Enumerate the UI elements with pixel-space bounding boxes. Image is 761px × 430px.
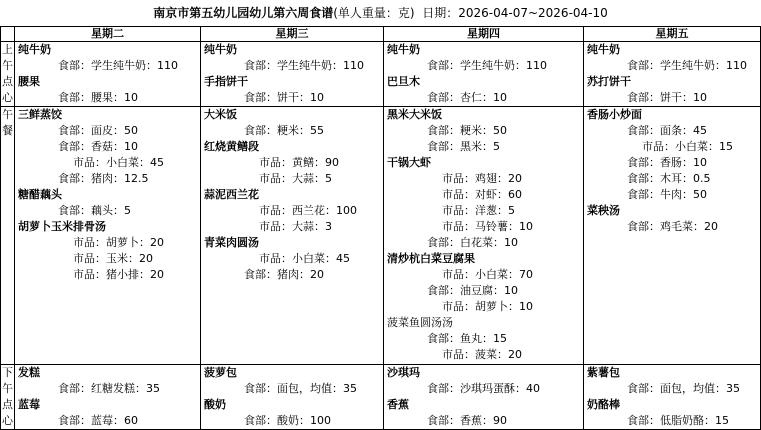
ingredient-line: 市品：大蒜：5 [259, 172, 332, 185]
dish-name: 苏打饼干 [587, 75, 631, 88]
ingredient-line: 食部：学生纯牛奶：110 [244, 59, 364, 72]
lunch-row [1, 107, 761, 365]
dish-name: 大米饭 [204, 108, 237, 121]
ingredient-line: 食部：杏仁：10 [427, 91, 507, 104]
dish-name: 奶酪棒 [587, 398, 620, 411]
ingredient-line: 市品：菠菜：20 [442, 348, 522, 361]
ingredient-line: 食部：面包，均值：35 [627, 382, 740, 395]
dish-name: 干锅大虾 [387, 156, 431, 169]
menu-cell [15, 42, 201, 107]
ingredient-line: 市品：猪小排：20 [73, 268, 164, 281]
dish-name: 胡萝卜玉米排骨汤 [18, 220, 106, 233]
menu-table [0, 26, 761, 430]
dish-name: 发糕 [18, 366, 40, 379]
ingredient-line: 食部：牛肉：50 [627, 188, 707, 201]
dish-name: 香蕉 [387, 398, 409, 411]
meal-label [1, 107, 15, 365]
dish-name: 纯牛奶 [387, 43, 420, 56]
dish-name: 蓝莓 [18, 398, 40, 411]
dish-name: 青菜肉圆汤 [204, 236, 259, 249]
menu-cell [15, 365, 201, 430]
meal-label-text: 上午点心 [2, 43, 13, 104]
title-date: 日期：2026-04-07~2026-04-10 [422, 6, 608, 20]
ingredient-line: 食部：香菇：10 [58, 140, 138, 153]
menu-cell [201, 107, 384, 365]
dish-name: 香肠小炒面 [587, 108, 642, 121]
ingredient-line: 食部：白花菜：10 [427, 236, 518, 249]
dish-name: 手指饼干 [204, 75, 248, 88]
ingredient-line: 食部：黑米：5 [427, 140, 500, 153]
ingredient-line: 食部：鱼丸：15 [427, 332, 507, 345]
dish-name: 黑米大米饭 [387, 108, 442, 121]
title-unit: (单人重量：克) [333, 6, 415, 20]
dish-name: 酸奶 [204, 398, 226, 411]
dish-name: 蒜泥西兰花 [204, 188, 259, 201]
dish-name: 纯牛奶 [587, 43, 620, 56]
ingredient-line: 食部：饼干：10 [244, 91, 324, 104]
ingredient-line: 市品：小白菜：15 [642, 140, 733, 153]
meal-label [1, 365, 15, 430]
dish-name: 纯牛奶 [204, 43, 237, 56]
menu-cell [384, 107, 584, 365]
ingredient-line: 市品：鸡翅：20 [442, 172, 522, 185]
menu-cell [584, 107, 761, 365]
ingredient-line: 食部：沙琪玛蛋酥：40 [427, 382, 540, 395]
ingredient-line: 食部：木耳：0.5 [627, 172, 711, 185]
ingredient-line: 市品：玉米：20 [73, 252, 153, 265]
menu-cell [584, 365, 761, 430]
ingredient-line: 市品：大蒜：3 [259, 220, 332, 233]
dish-name: 清炒杭白菜豆腐果 [387, 252, 475, 265]
ingredient-line: 市品：胡萝卜：20 [73, 236, 164, 249]
meal-label-text: 午餐 [2, 108, 13, 137]
dish-name: 菜秧汤 [587, 204, 620, 217]
day-header: 星期五 [584, 27, 761, 42]
ingredient-line: 食部：红糖发糕：35 [58, 382, 160, 395]
day-header: 星期四 [384, 27, 584, 42]
header-row [1, 27, 761, 42]
ingredient-line: 食部：低脂奶酪：15 [627, 414, 729, 427]
ingredient-line: 食部：猪肉：12.5 [58, 172, 149, 185]
menu-cell [584, 42, 761, 107]
ingredient-line: 市品：小白菜：45 [259, 252, 350, 265]
ingredient-line: 市品：对虾：60 [442, 188, 522, 201]
ingredient-line: 食部：粳米：50 [427, 124, 507, 137]
day-header: 星期二 [15, 27, 201, 42]
ingredient-line: 食部：饼干：10 [627, 91, 707, 104]
ingredient-line: 食部：面包，均值：35 [244, 382, 357, 395]
dish-name: 三鲜蒸饺 [18, 108, 62, 121]
menu-cell [384, 42, 584, 107]
ingredient-line: 食部：香肠：10 [627, 156, 707, 169]
menu-cell [384, 365, 584, 430]
ingredient-line: 食部：藕头：5 [58, 204, 131, 217]
dish-name: 巴旦木 [387, 75, 420, 88]
ingredient-line: 食部：蓝莓：60 [58, 414, 138, 427]
dish-name: 糖醋藕头 [18, 188, 62, 201]
dish-name: 纯牛奶 [18, 43, 51, 56]
ingredient-line: 食部：学生纯牛奶：110 [427, 59, 547, 72]
ingredient-line: 食部：粳米：55 [244, 124, 324, 137]
ingredient-line: 市品：胡萝卜：10 [442, 300, 533, 313]
meal-label [1, 42, 15, 107]
ingredient-line: 食部：油豆腐：10 [427, 284, 518, 297]
ingredient-line: 食部：学生纯牛奶：110 [58, 59, 178, 72]
ingredient-line: 食部：面条：45 [627, 124, 707, 137]
page-title [0, 0, 761, 26]
title-main: 南京市第五幼儿园幼儿第六周食谱 [153, 6, 334, 20]
ingredient-line: 市品：西兰花：100 [259, 204, 357, 217]
day-header: 星期三 [201, 27, 384, 42]
dish-name: 红烧黄鳝段 [204, 140, 259, 153]
ingredient-line: 食部：香蕉：90 [427, 414, 507, 427]
dish-name: 菠萝包 [204, 366, 237, 379]
ingredient-line: 食部：鸡毛菜：20 [627, 220, 718, 233]
ingredient-line: 市品：小白菜：70 [442, 268, 533, 281]
ingredient-line: 食部：猪肉：20 [244, 268, 324, 281]
dish-name: 菠菜鱼圆汤汤 [387, 316, 453, 329]
morning-snack-row [1, 42, 761, 107]
menu-cell [201, 42, 384, 107]
menu-cell [201, 365, 384, 430]
dish-name: 腰果 [18, 75, 40, 88]
dish-name: 紫薯包 [587, 366, 620, 379]
ingredient-line: 食部：腰果：10 [58, 91, 138, 104]
ingredient-line: 食部：学生纯牛奶：110 [627, 59, 747, 72]
afternoon-snack-row [1, 365, 761, 430]
corner-cell [1, 27, 15, 42]
menu-cell [15, 107, 201, 365]
ingredient-line: 食部：面皮：50 [58, 124, 138, 137]
ingredient-line: 市品：马铃薯：10 [442, 220, 533, 233]
ingredient-line: 食部：酸奶：100 [244, 414, 331, 427]
dish-name: 沙琪玛 [387, 366, 420, 379]
ingredient-line: 市品：洋葱：5 [442, 204, 515, 217]
ingredient-line: 市品：黄鳝：90 [259, 156, 339, 169]
ingredient-line: 市品：小白菜：45 [73, 156, 164, 169]
meal-label-text: 下午点心 [2, 366, 13, 427]
